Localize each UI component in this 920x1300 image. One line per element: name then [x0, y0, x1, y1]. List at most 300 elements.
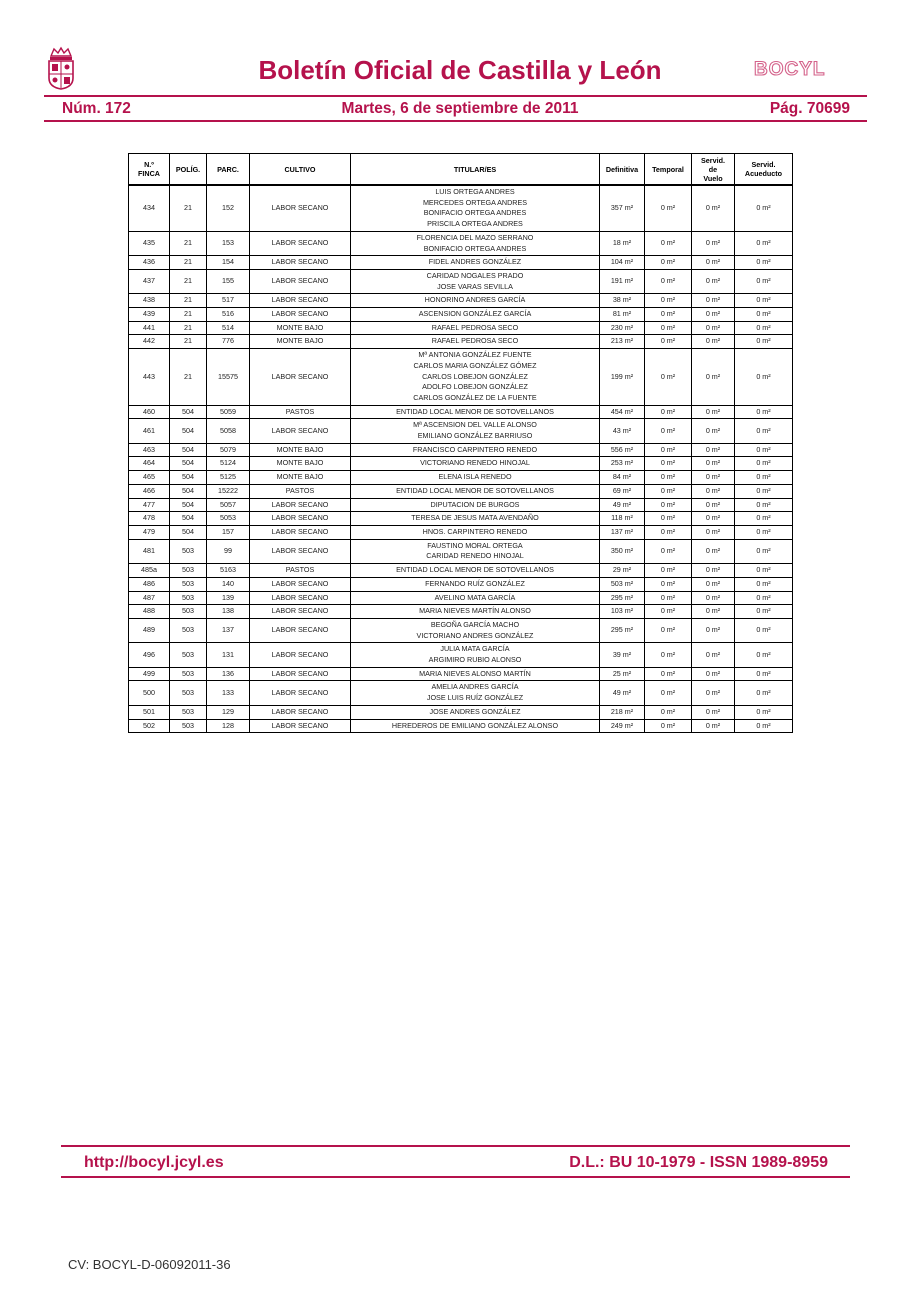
table-row	[129, 605, 793, 619]
titular-name: CARLOS GONZÁLEZ DE LA FUENTE	[413, 392, 537, 402]
cell-polig: 21	[170, 256, 207, 270]
titular-name: HONORINO ANDRES GARCÍA	[424, 295, 526, 305]
header-acueducto: Servid. Acueducto	[735, 154, 793, 186]
cell-polig: 503	[170, 564, 207, 578]
header-top-rule	[44, 95, 867, 97]
cell-definitiva: 137 m²	[600, 525, 645, 539]
cell-finca: 487	[129, 591, 170, 605]
bulletin-title: Boletín Oficial de Castilla y León	[258, 55, 662, 85]
cell-vuelo: 0 m²	[692, 512, 735, 526]
cell-parc: 516	[207, 308, 250, 322]
cell-vuelo: 0 m²	[692, 349, 735, 406]
cell-acueducto: 0 m²	[735, 419, 793, 443]
cell-polig: 504	[170, 484, 207, 498]
cell-parc: 5125	[207, 471, 250, 485]
page-number: Pág. 70699	[769, 100, 850, 117]
header-titulares: TITULAR/ES	[351, 154, 600, 186]
cell-titulares	[351, 294, 600, 308]
cell-vuelo: 0 m²	[692, 618, 735, 642]
cell-temporal: 0 m²	[645, 539, 692, 563]
cell-vuelo: 0 m²	[692, 643, 735, 667]
cell-temporal: 0 m²	[645, 618, 692, 642]
cell-parc: 152	[207, 185, 250, 231]
cell-temporal: 0 m²	[645, 269, 692, 293]
cell-acueducto: 0 m²	[735, 667, 793, 681]
cell-polig: 504	[170, 512, 207, 526]
cell-acueducto: 0 m²	[735, 577, 793, 591]
cell-finca: 465	[129, 471, 170, 485]
cell-titulares	[351, 185, 600, 231]
cell-cultivo: LABOR SECANO	[250, 525, 351, 539]
cell-parc: 5124	[207, 457, 250, 471]
cell-vuelo: 0 m²	[692, 294, 735, 308]
table-row	[129, 419, 793, 443]
cell-cultivo: MONTE BAJO	[250, 443, 351, 457]
cell-parc: 15222	[207, 484, 250, 498]
cell-definitiva: 49 m²	[600, 498, 645, 512]
titular-name: FIDEL ANDRES GONZÁLEZ	[428, 257, 522, 267]
cell-vuelo: 0 m²	[692, 667, 735, 681]
cell-titulares	[351, 256, 600, 270]
cell-cultivo: PASTOS	[250, 484, 351, 498]
table-row	[129, 618, 793, 642]
cell-acueducto: 0 m²	[735, 349, 793, 406]
cell-parc: 140	[207, 577, 250, 591]
cell-titulares	[351, 591, 600, 605]
cell-polig: 503	[170, 643, 207, 667]
cell-finca: 501	[129, 705, 170, 719]
titular-name: CARIDAD RENEDO HINOJAL	[426, 551, 524, 561]
cell-definitiva: 230 m²	[600, 321, 645, 335]
cell-definitiva: 69 m²	[600, 484, 645, 498]
cell-temporal: 0 m²	[645, 231, 692, 255]
table-row	[129, 405, 793, 419]
cell-parc: 154	[207, 256, 250, 270]
titular-name: FERNANDO RUÍZ GONZÁLEZ	[425, 578, 525, 588]
cell-parc: 99	[207, 539, 250, 563]
header-parc: PARC.	[207, 154, 250, 186]
bocyl-logo: BOCYL	[754, 59, 826, 80]
cell-definitiva: 18 m²	[600, 231, 645, 255]
cell-parc: 5053	[207, 512, 250, 526]
cell-acueducto: 0 m²	[735, 405, 793, 419]
cell-finca: 442	[129, 335, 170, 349]
cell-temporal: 0 m²	[645, 498, 692, 512]
cell-temporal: 0 m²	[645, 564, 692, 578]
cell-cultivo: MONTE BAJO	[250, 471, 351, 485]
cell-cultivo: LABOR SECANO	[250, 591, 351, 605]
footer-url[interactable]: http://bocyl.jcyl.es	[84, 1154, 224, 1171]
cell-polig: 503	[170, 705, 207, 719]
cell-parc: 5163	[207, 564, 250, 578]
cell-parc: 5059	[207, 405, 250, 419]
cell-cultivo: LABOR SECANO	[250, 681, 351, 705]
cell-temporal: 0 m²	[645, 577, 692, 591]
cell-finca: 441	[129, 321, 170, 335]
cell-titulares	[351, 269, 600, 293]
cell-temporal: 0 m²	[645, 443, 692, 457]
cell-polig: 21	[170, 321, 207, 335]
cell-temporal: 0 m²	[645, 719, 692, 733]
titular-name: MARIA NIEVES MARTÍN ALONSO	[419, 606, 531, 616]
cell-temporal: 0 m²	[645, 471, 692, 485]
titular-name: JOSE VARAS SEVILLA	[437, 281, 513, 291]
cell-temporal: 0 m²	[645, 591, 692, 605]
cell-temporal: 0 m²	[645, 256, 692, 270]
cell-acueducto: 0 m²	[735, 705, 793, 719]
titular-name: BONIFACIO ORTEGA ANDRES	[423, 208, 527, 218]
header-bottom-rule	[44, 120, 867, 122]
cell-finca: 443	[129, 349, 170, 406]
titular-name: Mª ANTONIA GONZÁLEZ FUENTE	[418, 350, 532, 360]
cell-parc: 153	[207, 231, 250, 255]
table-row	[129, 681, 793, 705]
titular-name: CARIDAD NOGALES PRADO	[426, 270, 524, 280]
cell-vuelo: 0 m²	[692, 269, 735, 293]
cell-temporal: 0 m²	[645, 335, 692, 349]
header-finca: N.º FINCA	[129, 154, 170, 186]
titular-name: RAFAEL PEDROSA SECO	[431, 322, 519, 332]
cell-parc: 5058	[207, 419, 250, 443]
cell-cultivo: MONTE BAJO	[250, 321, 351, 335]
cell-polig: 503	[170, 667, 207, 681]
cell-acueducto: 0 m²	[735, 457, 793, 471]
cell-acueducto: 0 m²	[735, 591, 793, 605]
table-row	[129, 231, 793, 255]
cell-parc: 5079	[207, 443, 250, 457]
cell-titulares	[351, 564, 600, 578]
cell-finca: 434	[129, 185, 170, 231]
cell-temporal: 0 m²	[645, 512, 692, 526]
cell-finca: 500	[129, 681, 170, 705]
cell-titulares	[351, 321, 600, 335]
cell-polig: 504	[170, 525, 207, 539]
table-row	[129, 591, 793, 605]
footer-top-rule	[61, 1145, 850, 1147]
titular-name: AVELINO MATA GARCÍA	[434, 592, 516, 602]
cell-cultivo: LABOR SECANO	[250, 294, 351, 308]
titular-name: PRISCILA ORTEGA ANDRES	[427, 219, 523, 229]
header-cultivo: CULTIVO	[250, 154, 351, 186]
cell-titulares	[351, 577, 600, 591]
cell-vuelo: 0 m²	[692, 591, 735, 605]
table-header-row	[129, 154, 793, 186]
cell-definitiva: 104 m²	[600, 256, 645, 270]
header-definitiva: Definitiva	[600, 154, 645, 186]
titular-name: TERESA DE JESUS MATA AVENDAÑO	[411, 513, 539, 523]
cell-temporal: 0 m²	[645, 294, 692, 308]
cell-acueducto: 0 m²	[735, 605, 793, 619]
cell-polig: 503	[170, 539, 207, 563]
cell-vuelo: 0 m²	[692, 484, 735, 498]
table-row	[129, 321, 793, 335]
table-row	[129, 539, 793, 563]
cell-definitiva: 295 m²	[600, 591, 645, 605]
table-row	[129, 484, 793, 498]
cell-titulares	[351, 335, 600, 349]
cell-parc: 131	[207, 643, 250, 667]
cell-acueducto: 0 m²	[735, 498, 793, 512]
cell-titulares	[351, 457, 600, 471]
cell-polig: 21	[170, 308, 207, 322]
cell-acueducto: 0 m²	[735, 512, 793, 526]
cell-acueducto: 0 m²	[735, 294, 793, 308]
cell-vuelo: 0 m²	[692, 419, 735, 443]
cell-parc: 128	[207, 719, 250, 733]
cell-finca: 477	[129, 498, 170, 512]
cell-titulares	[351, 667, 600, 681]
titular-name: RAFAEL PEDROSA SECO	[431, 336, 519, 346]
cell-definitiva: 103 m²	[600, 605, 645, 619]
cell-cultivo: LABOR SECANO	[250, 231, 351, 255]
cell-finca: 466	[129, 484, 170, 498]
cell-cultivo: MONTE BAJO	[250, 457, 351, 471]
cell-definitiva: 81 m²	[600, 308, 645, 322]
cell-vuelo: 0 m²	[692, 471, 735, 485]
cell-finca: 488	[129, 605, 170, 619]
cell-vuelo: 0 m²	[692, 705, 735, 719]
cell-acueducto: 0 m²	[735, 484, 793, 498]
titular-name: ENTIDAD LOCAL MENOR DE SOTOVELLANOS	[396, 485, 554, 495]
cell-polig: 21	[170, 185, 207, 231]
cell-titulares	[351, 512, 600, 526]
cell-acueducto: 0 m²	[735, 185, 793, 231]
cell-temporal: 0 m²	[645, 419, 692, 443]
cell-parc: 157	[207, 525, 250, 539]
cell-finca: 463	[129, 443, 170, 457]
cell-cultivo: LABOR SECANO	[250, 269, 351, 293]
cell-polig: 504	[170, 498, 207, 512]
header-polig: POLÍG.	[170, 154, 207, 186]
cell-titulares	[351, 643, 600, 667]
cell-finca: 486	[129, 577, 170, 591]
cell-cultivo: LABOR SECANO	[250, 605, 351, 619]
cell-parc: 139	[207, 591, 250, 605]
cell-polig: 21	[170, 269, 207, 293]
footer-bottom-rule	[61, 1176, 850, 1178]
cell-acueducto: 0 m²	[735, 269, 793, 293]
cell-polig: 21	[170, 335, 207, 349]
cell-temporal: 0 m²	[645, 643, 692, 667]
cell-vuelo: 0 m²	[692, 719, 735, 733]
table-row	[129, 457, 793, 471]
cell-definitiva: 213 m²	[600, 335, 645, 349]
cell-titulares	[351, 605, 600, 619]
cell-vuelo: 0 m²	[692, 335, 735, 349]
cell-titulares	[351, 525, 600, 539]
issue-date: Martes, 6 de septiembre de 2011	[341, 100, 579, 117]
cell-parc: 137	[207, 618, 250, 642]
cell-definitiva: 25 m²	[600, 667, 645, 681]
titular-name: ASCENSION GONZÁLEZ GARCÍA	[418, 309, 532, 319]
cell-polig: 21	[170, 349, 207, 406]
cell-polig: 503	[170, 719, 207, 733]
cell-finca: 496	[129, 643, 170, 667]
cell-definitiva: 218 m²	[600, 705, 645, 719]
cell-definitiva: 350 m²	[600, 539, 645, 563]
cell-finca: 485a	[129, 564, 170, 578]
cell-definitiva: 39 m²	[600, 643, 645, 667]
cell-vuelo: 0 m²	[692, 605, 735, 619]
cell-cultivo: LABOR SECANO	[250, 349, 351, 406]
cell-acueducto: 0 m²	[735, 618, 793, 642]
table-row	[129, 719, 793, 733]
cell-parc: 129	[207, 705, 250, 719]
cell-vuelo: 0 m²	[692, 443, 735, 457]
cell-cultivo: LABOR SECANO	[250, 498, 351, 512]
cell-definitiva: 357 m²	[600, 185, 645, 231]
cell-finca: 436	[129, 256, 170, 270]
titular-name: AMELIA ANDRES GARCÍA	[431, 682, 519, 692]
titular-name: CARLOS LOBEJON GONZÁLEZ	[422, 371, 528, 381]
cell-acueducto: 0 m²	[735, 643, 793, 667]
titular-name: ENTIDAD LOCAL MENOR DE SOTOVELLANOS	[396, 406, 554, 416]
cell-cultivo: LABOR SECANO	[250, 719, 351, 733]
cell-finca: 438	[129, 294, 170, 308]
footer-legal: D.L.: BU 10-1979 - ISSN 1989-8959	[569, 1154, 828, 1171]
cell-vuelo: 0 m²	[692, 457, 735, 471]
cell-polig: 504	[170, 443, 207, 457]
cell-temporal: 0 m²	[645, 185, 692, 231]
table-row	[129, 564, 793, 578]
cell-acueducto: 0 m²	[735, 539, 793, 563]
cell-titulares	[351, 308, 600, 322]
cell-vuelo: 0 m²	[692, 498, 735, 512]
cell-finca: 499	[129, 667, 170, 681]
cell-titulares	[351, 349, 600, 406]
cell-cultivo: LABOR SECANO	[250, 539, 351, 563]
cell-acueducto: 0 m²	[735, 719, 793, 733]
titular-name: ELENA ISLA RENEDO	[438, 472, 512, 482]
cell-finca: 460	[129, 405, 170, 419]
titular-name: EMILIANO GONZÁLEZ BARRIUSO	[417, 431, 533, 441]
cell-vuelo: 0 m²	[692, 321, 735, 335]
cell-titulares	[351, 443, 600, 457]
titular-name: JOSE LUIS RUÍZ GONZÁLEZ	[426, 693, 524, 703]
header-vuelo: Servid. de Vuelo	[692, 154, 735, 186]
cell-polig: 21	[170, 294, 207, 308]
cell-cultivo: LABOR SECANO	[250, 577, 351, 591]
titular-name: FLORENCIA DEL MAZO SERRANO	[416, 232, 534, 242]
cell-finca: 464	[129, 457, 170, 471]
titular-name: JULIA MATA GARCÍA	[440, 644, 510, 654]
titular-name: VICTORIANO RENEDO HINOJAL	[420, 458, 530, 468]
cell-temporal: 0 m²	[645, 308, 692, 322]
titular-name: LUIS ORTEGA ANDRES	[435, 187, 515, 196]
cell-cultivo: PASTOS	[250, 564, 351, 578]
titular-name: BONIFACIO ORTEGA ANDRES	[423, 243, 527, 253]
cell-polig: 504	[170, 457, 207, 471]
table-body	[129, 185, 793, 733]
cell-cultivo: LABOR SECANO	[250, 308, 351, 322]
cell-cultivo: MONTE BAJO	[250, 335, 351, 349]
cell-vuelo: 0 m²	[692, 231, 735, 255]
titular-name: Mª ASCENSION DEL VALLE ALONSO	[413, 420, 537, 430]
parcel-table	[128, 153, 792, 733]
table-row	[129, 643, 793, 667]
titular-name: CARLOS MARIA GONZÁLEZ GÓMEZ	[413, 360, 537, 370]
titular-name: HNOS. CARPINTERO RENEDO	[422, 526, 528, 536]
titular-name: MARIA NIEVES ALONSO MARTÍN	[419, 668, 531, 678]
cell-temporal: 0 m²	[645, 405, 692, 419]
cell-cultivo: LABOR SECANO	[250, 618, 351, 642]
cell-parc: 517	[207, 294, 250, 308]
cell-polig: 503	[170, 605, 207, 619]
cell-acueducto: 0 m²	[735, 564, 793, 578]
cell-acueducto: 0 m²	[735, 443, 793, 457]
cell-vuelo: 0 m²	[692, 539, 735, 563]
header-temporal: Temporal	[645, 154, 692, 186]
table-row	[129, 705, 793, 719]
cell-finca: 502	[129, 719, 170, 733]
cell-titulares	[351, 705, 600, 719]
cell-cultivo: LABOR SECANO	[250, 512, 351, 526]
cell-definitiva: 84 m²	[600, 471, 645, 485]
cell-finca: 478	[129, 512, 170, 526]
cell-definitiva: 199 m²	[600, 349, 645, 406]
table-row	[129, 256, 793, 270]
cell-acueducto: 0 m²	[735, 321, 793, 335]
cell-finca: 481	[129, 539, 170, 563]
cell-polig: 21	[170, 231, 207, 255]
cell-temporal: 0 m²	[645, 457, 692, 471]
titular-name: MERCEDES ORTEGA ANDRES	[422, 197, 528, 207]
cell-cultivo: LABOR SECANO	[250, 705, 351, 719]
table-row	[129, 667, 793, 681]
cell-vuelo: 0 m²	[692, 185, 735, 231]
cell-titulares	[351, 498, 600, 512]
cell-titulares	[351, 484, 600, 498]
cell-vuelo: 0 m²	[692, 564, 735, 578]
cell-acueducto: 0 m²	[735, 256, 793, 270]
issue-number: Núm. 172	[62, 100, 131, 117]
cell-definitiva: 249 m²	[600, 719, 645, 733]
cell-definitiva: 38 m²	[600, 294, 645, 308]
table-row	[129, 308, 793, 322]
cell-definitiva: 503 m²	[600, 577, 645, 591]
cell-temporal: 0 m²	[645, 667, 692, 681]
cell-definitiva: 454 m²	[600, 405, 645, 419]
cell-parc: 776	[207, 335, 250, 349]
cell-parc: 5057	[207, 498, 250, 512]
table-row	[129, 577, 793, 591]
cell-polig: 503	[170, 577, 207, 591]
titular-name: HEREDEROS DE EMILIANO GONZÁLEZ ALONSO	[391, 720, 559, 730]
cell-polig: 504	[170, 405, 207, 419]
cell-definitiva: 118 m²	[600, 512, 645, 526]
cell-cultivo: PASTOS	[250, 405, 351, 419]
cell-vuelo: 0 m²	[692, 308, 735, 322]
table-row	[129, 294, 793, 308]
cell-acueducto: 0 m²	[735, 471, 793, 485]
table-row	[129, 269, 793, 293]
table-row	[129, 512, 793, 526]
cell-polig: 503	[170, 618, 207, 642]
titular-name: DIPUTACION DE BURGOS	[430, 499, 520, 509]
cell-definitiva: 253 m²	[600, 457, 645, 471]
cell-vuelo: 0 m²	[692, 525, 735, 539]
cell-parc: 155	[207, 269, 250, 293]
cell-acueducto: 0 m²	[735, 308, 793, 322]
cell-parc: 15575	[207, 349, 250, 406]
cell-finca: 489	[129, 618, 170, 642]
cell-finca: 479	[129, 525, 170, 539]
cell-cultivo: LABOR SECANO	[250, 419, 351, 443]
titular-name: JOSE ANDRES GONZÁLEZ	[429, 706, 521, 716]
cell-temporal: 0 m²	[645, 605, 692, 619]
table-row	[129, 349, 793, 406]
cell-vuelo: 0 m²	[692, 577, 735, 591]
